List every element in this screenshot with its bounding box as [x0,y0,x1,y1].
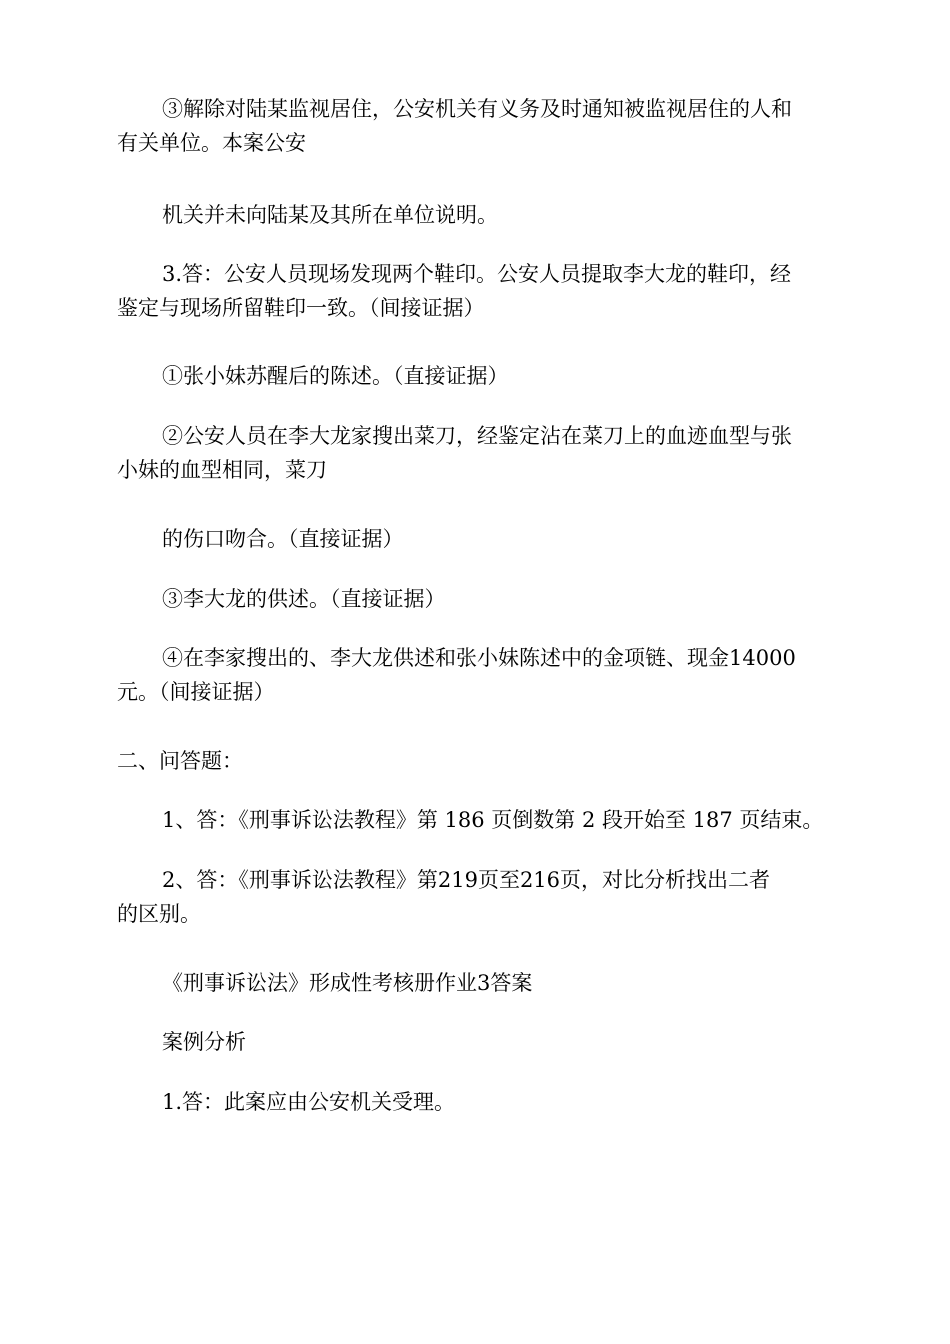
text-line: 2、答：《刑事诉讼法教程》第219页至216页，对比分析找出二者 [162,868,771,892]
text-line: 1.答：此案应由公安机关受理。 [162,1090,456,1114]
text-line: ③李大龙的供述。（直接证据） [162,587,446,611]
paragraph-evidence-4 [117,641,837,709]
text-line: 《刑事诉讼法》形成性考核册作业3答案 [162,971,533,995]
paragraph-evidence-3 [117,582,837,616]
text-line: ③解除对陆某监视居住，公安机关有义务及时通知被监视居住的人和 [162,97,792,121]
assignment-title [117,966,837,1000]
section-heading-case-analysis [117,1025,837,1059]
section-heading-questions [117,744,837,778]
text-line: 有关单位。本案公安 [117,131,306,155]
text-line: 机关并未向陆某及其所在单位说明。 [162,203,498,227]
text-line: 小妹的血型相同，菜刀 [117,458,327,482]
paragraph-qa-answer-1 [117,803,837,837]
paragraph-police-explanation [117,198,837,232]
paragraph-surveillance-release [117,92,837,160]
text-line: ④在李家搜出的、李大龙供述和张小妹陈述中的金项链、现金14000 [162,646,796,670]
text-line: 3.答：公安人员现场发现两个鞋印。公安人员提取李大龙的鞋印，经 [162,262,792,286]
text-line: ①张小妹苏醒后的陈述。（直接证据） [162,364,509,388]
text-line: 二、问答题： [117,749,243,773]
paragraph-qa-answer-2 [117,863,837,931]
paragraph-wound-match [117,522,837,556]
text-line: 鉴定与现场所留鞋印一致。（间接证据） [117,296,485,320]
paragraph-evidence-2 [117,419,837,487]
text-line: 1、答：《刑事诉讼法教程》第 186 页倒数第 2 段开始至 187 页结束。 [162,808,824,832]
text-line: 的区别。 [117,902,201,926]
text-line: 元。（间接证据） [117,680,275,704]
paragraph-answer-3 [117,257,837,325]
text-line: 的伤口吻合。（直接证据） [162,527,404,551]
paragraph-case-answer-1 [117,1085,837,1119]
text-line: ②公安人员在李大龙家搜出菜刀，经鉴定沾在菜刀上的血迹血型与张 [162,424,792,448]
text-line: 案例分析 [162,1030,246,1054]
paragraph-evidence-1 [117,359,837,393]
